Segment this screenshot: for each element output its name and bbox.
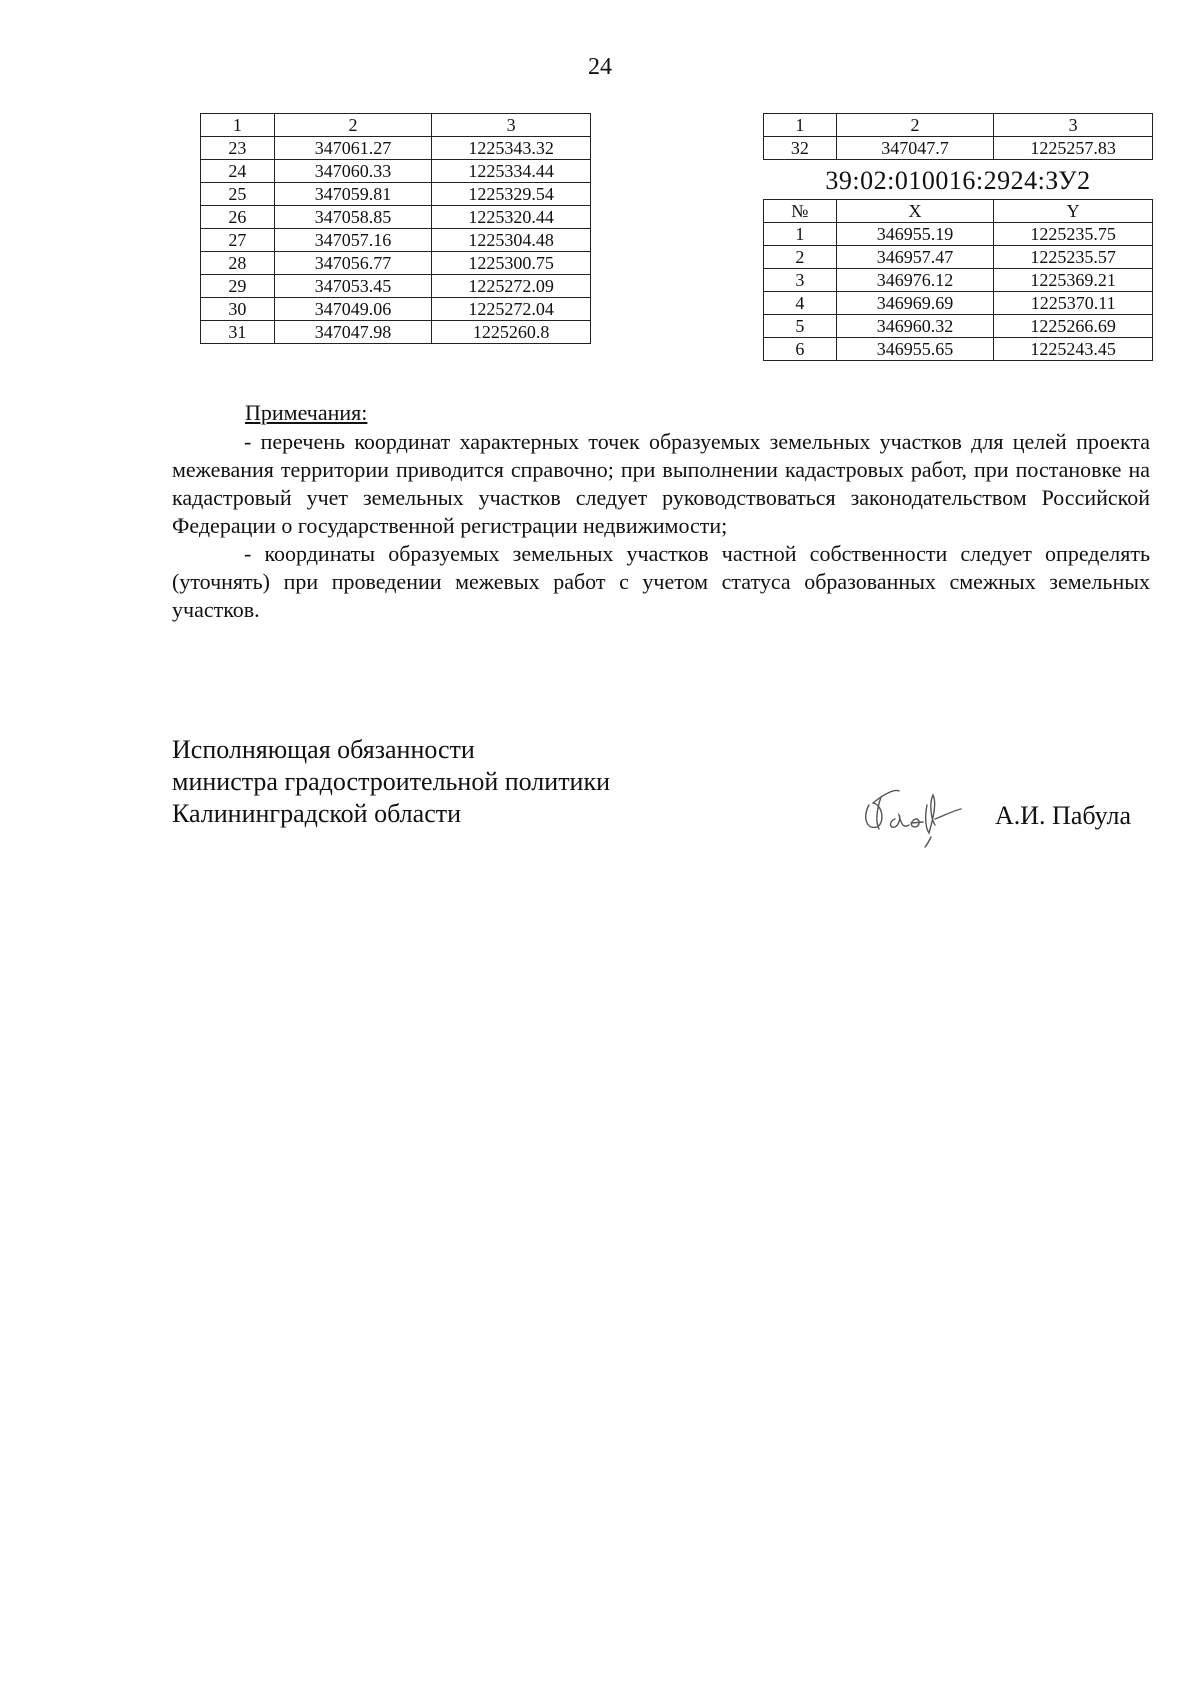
notes-text: [172, 428, 1150, 624]
header-cell: 1: [201, 114, 275, 137]
table-cell: 5: [764, 315, 837, 338]
note-paragraph: - координаты образуемых земельных участков частной собственности следует определять (уточнять) при проведении межевых работ с учетом статуса образованных смежных земельных участков.: [172, 541, 1150, 622]
table-cell: 347061.27: [274, 137, 432, 160]
table-cell: 30: [201, 298, 275, 321]
table-row: [201, 252, 591, 275]
position-line: министра градостроительной политики: [172, 767, 611, 796]
table-row: [201, 275, 591, 298]
table-cell: 1225260.8: [432, 321, 591, 344]
table-cell: 347060.33: [274, 160, 432, 183]
table-cell: 346955.65: [836, 338, 994, 361]
table-row: [764, 315, 1153, 338]
table-cell: 31: [201, 321, 275, 344]
table-cell: 347047.98: [274, 321, 432, 344]
table-row: [764, 137, 1153, 160]
table-cell: 1225235.57: [994, 246, 1153, 269]
table-row: [201, 183, 591, 206]
coordinates-table-zu2: [763, 199, 1153, 361]
table-cell: 25: [201, 183, 275, 206]
table-header-row: [201, 114, 591, 137]
table-cell: 1225272.04: [432, 298, 591, 321]
table-cell: 26: [201, 206, 275, 229]
table-row: [764, 292, 1153, 315]
table-cell: 1225235.75: [994, 223, 1153, 246]
table-cell: 1225272.09: [432, 275, 591, 298]
table-cell: 347047.7: [836, 137, 994, 160]
table-cell: 6: [764, 338, 837, 361]
table-body: [764, 114, 1153, 160]
table-row: [201, 321, 591, 344]
table-header-row: [764, 114, 1153, 137]
table-cell: 27: [201, 229, 275, 252]
table-cell: 1: [764, 223, 837, 246]
table-cell: 28: [201, 252, 275, 275]
table-cell: 1225300.75: [432, 252, 591, 275]
table-header-row: [764, 200, 1153, 223]
table-row: [201, 137, 591, 160]
table-cell: 3: [764, 269, 837, 292]
table-cell: 1225304.48: [432, 229, 591, 252]
table-cell: 347049.06: [274, 298, 432, 321]
signer-name: А.И. Пабула: [995, 801, 1131, 830]
header-cell: №: [764, 200, 837, 223]
handwritten-signature: [855, 775, 965, 850]
table-cell: 346955.19: [836, 223, 994, 246]
table-body: [764, 200, 1153, 361]
table-row: [764, 246, 1153, 269]
header-cell: 2: [836, 114, 994, 137]
table-cell: 1225243.45: [994, 338, 1153, 361]
table-cell: 1225266.69: [994, 315, 1153, 338]
table-cell: 347057.16: [274, 229, 432, 252]
table-row: [764, 338, 1153, 361]
table-cell: 1225257.83: [994, 137, 1153, 160]
table-cell: 1225369.21: [994, 269, 1153, 292]
table-cell: 4: [764, 292, 837, 315]
table-cell: 29: [201, 275, 275, 298]
table-row: [764, 223, 1153, 246]
signatory-position: [172, 734, 610, 830]
notes-title: Примечания:: [245, 400, 368, 425]
header-cell: 3: [432, 114, 591, 137]
table-cell: 2: [764, 246, 837, 269]
position-line: Исполняющая обязанности: [172, 735, 475, 764]
table-row: [201, 298, 591, 321]
header-cell: 2: [274, 114, 432, 137]
table-cell: 1225343.32: [432, 137, 591, 160]
table-cell: 1225320.44: [432, 206, 591, 229]
table-cell: 346957.47: [836, 246, 994, 269]
page-number: 24: [588, 54, 612, 80]
table-cell: 32: [764, 137, 837, 160]
table-cell: 1225370.11: [994, 292, 1153, 315]
table-cell: 347058.85: [274, 206, 432, 229]
table-row: [201, 160, 591, 183]
table-cell: 1225329.54: [432, 183, 591, 206]
coordinates-table-left: [200, 113, 591, 344]
header-cell: 1: [764, 114, 837, 137]
table-cell: 346960.32: [836, 315, 994, 338]
table-row: [764, 269, 1153, 292]
table-cell: 347053.45: [274, 275, 432, 298]
table-cell: 346969.69: [836, 292, 994, 315]
table-cell: 347056.77: [274, 252, 432, 275]
cadastral-number-heading: 39:02:010016:2924:ЗУ2: [825, 166, 1091, 195]
table-cell: 347059.81: [274, 183, 432, 206]
table-cell: 1225334.44: [432, 160, 591, 183]
note-paragraph: - перечень координат характерных точек образуемых земельных участков для целей проекта межевания территории приводится справочно; при выполнении кадастровых работ, при постановке на кадастровый учет земельных участков следует руководствоваться законодательством Российской Федерации о государственной регистрации недвижимости;: [172, 429, 1150, 538]
table-cell: 23: [201, 137, 275, 160]
header-cell: Y: [994, 200, 1153, 223]
position-line: Калининградской области: [172, 799, 462, 828]
header-cell: X: [836, 200, 994, 223]
table-row: [201, 206, 591, 229]
header-cell: 3: [994, 114, 1153, 137]
coordinates-table-right-top: [763, 113, 1153, 160]
table-row: [201, 229, 591, 252]
table-body: [201, 114, 591, 344]
table-cell: 24: [201, 160, 275, 183]
table-cell: 346976.12: [836, 269, 994, 292]
